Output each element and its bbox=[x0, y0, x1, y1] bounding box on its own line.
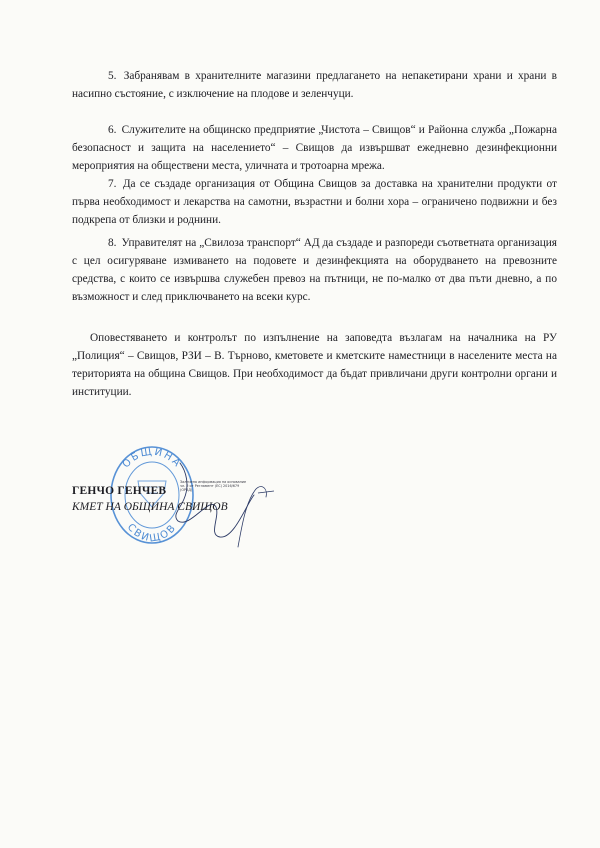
paragraph-item-6 bbox=[72, 121, 557, 175]
redaction-note: Заличена информация на основание чл. 2 от Регламент (ЕС) 2016/679 (ОРЗД) bbox=[180, 480, 247, 492]
item-text: Да се създаде организация от Община Свищов за доставка на хранителни продукти от първа необходимост и лекарства на самотни, възрастни и болни хора – ограничено подвижни и без подкрепа от близки и роднини. bbox=[72, 178, 557, 227]
item-text: Забранявам в хранителните магазини предлагането на непакетирани храни и храни в насипно състояние, с изключение на плодове и зеленчуци. bbox=[72, 70, 557, 101]
signatory-name: ГЕНЧО ГЕНЧЕВ bbox=[72, 485, 167, 497]
item-text: Служителите на общинско предприятие „Чистота – Свищов“ и Районна служба „Пожарна безопасност и защита на населението“ – Свищов да извършват ежедневно дезинфекционни мероприятия на обществени места, уличната и тротоарна мрежа. bbox=[72, 124, 557, 173]
paragraph-item-5 bbox=[72, 67, 557, 103]
item-number: 5. bbox=[108, 70, 117, 82]
signature-block bbox=[72, 483, 228, 515]
stamp-top-text: ОБЩИНА bbox=[120, 446, 184, 471]
signatory-title: КМЕТ НА ОБЩИНА СВИЩОВ bbox=[72, 501, 228, 513]
paragraph-item-8 bbox=[72, 234, 557, 306]
item-number: 7. bbox=[108, 178, 117, 190]
paragraph-item-7 bbox=[72, 175, 557, 229]
closing-paragraph: Оповестяването и контролът по изпълнение на заповедта възлагам на началника на РУ „Полиция“ – Свищов, РЗИ – В. Търново, кметовете и кметските наместници в населените места на територията на община Свищов. При необходимост да бъдат привличани други контролни органи и институции. bbox=[72, 332, 557, 399]
item-number: 6. bbox=[108, 124, 117, 136]
item-text: Управителят на „Свилоза транспорт“ АД да създаде и разпореди съответната организация с цел осигуряване измиването на подовете и дезинфекцията на оборудването на превозните средства, с които се извършва служебен превоз на пътници, не по-малко от два пъти дневно, а по възможност и след приключването на всеки курс. bbox=[72, 237, 557, 304]
stamp-bottom-text: СВИЩОВ bbox=[124, 521, 180, 545]
item-number: 8. bbox=[108, 237, 117, 249]
